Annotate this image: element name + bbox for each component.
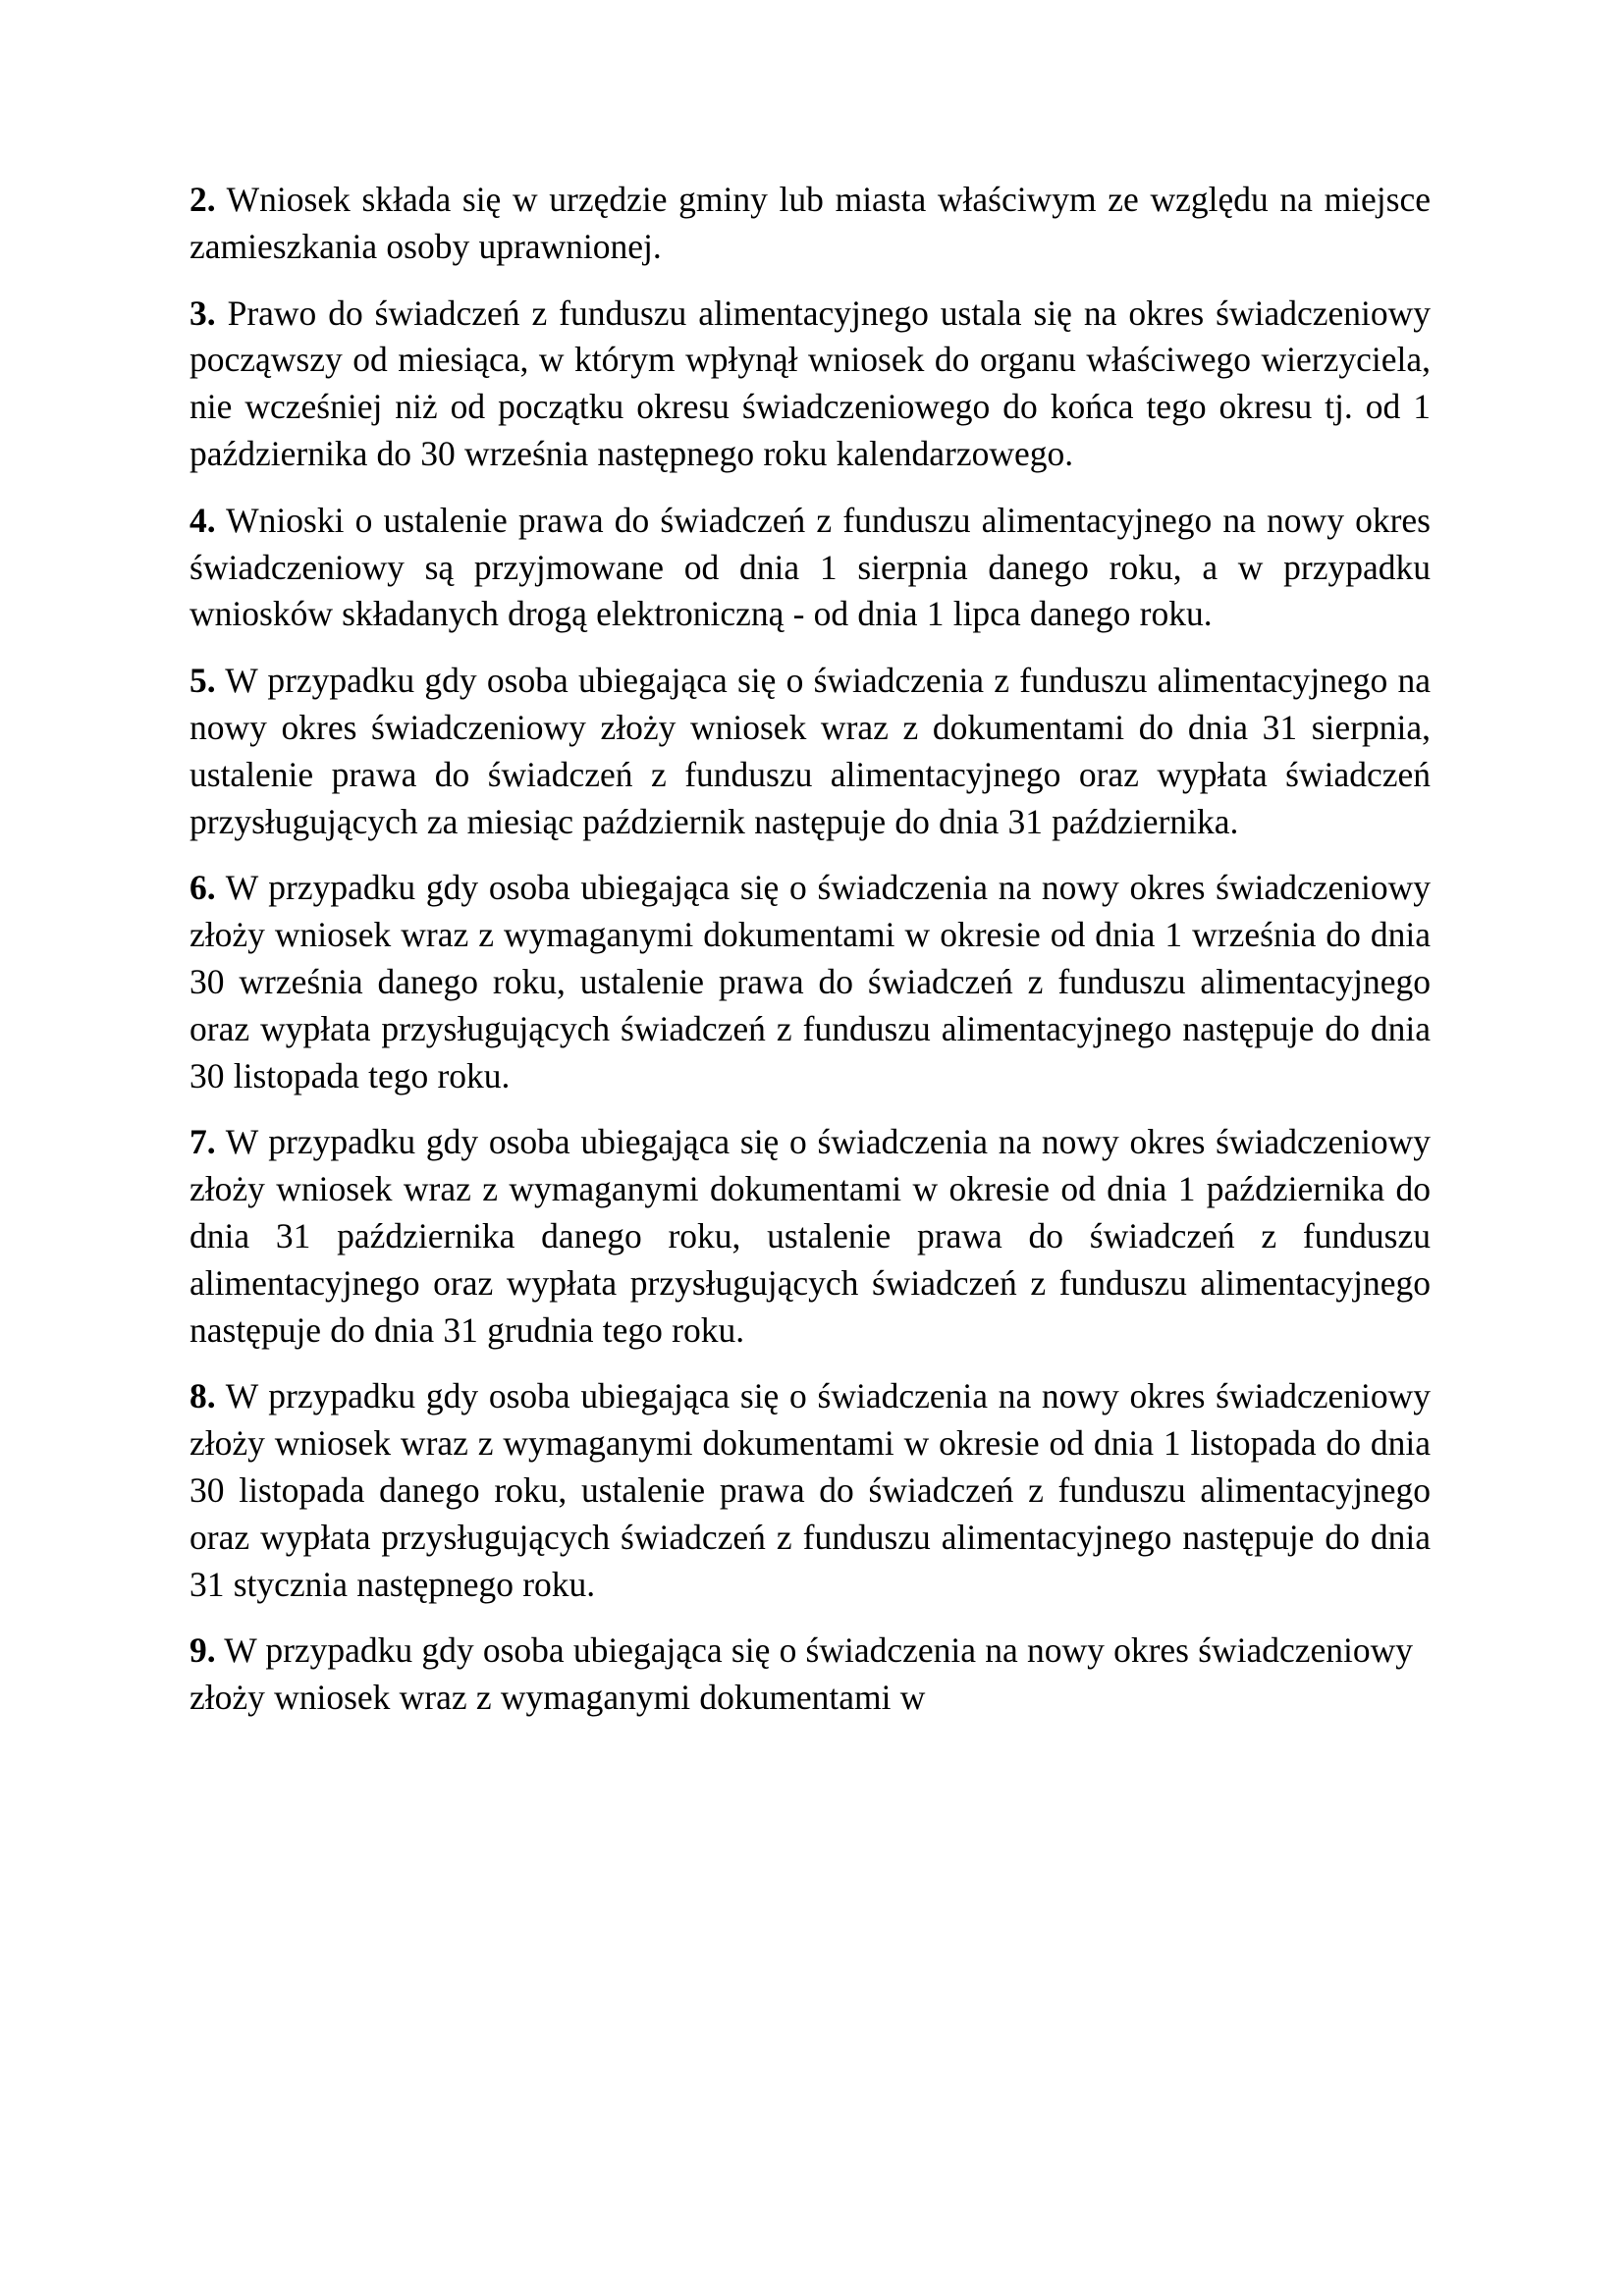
paragraph-text: Wniosek składa się w urzędzie gminy lub miasta właściwym ze względu na miejsce zamieszkania osoby uprawnionej. bbox=[189, 180, 1431, 266]
paragraph-text: W przypadku gdy osoba ubiegająca się o świadczenia na nowy okres świadczeniowy złoży wniosek wraz z wymaganymi dokumentami w okresie od dnia 1 września do dnia 30 września danego roku, ustalenie prawa do świadczeń z funduszu alimentacyjnego oraz wypłata przysługujących świadczeń z funduszu alimentacyjnego następuje do dnia 30 listopada tego roku. bbox=[189, 868, 1431, 1095]
numbered-paragraph-6 bbox=[189, 865, 1431, 1099]
paragraph-text: W przypadku gdy osoba ubiegająca się o świadczenia na nowy okres świadczeniowy złoży wniosek wraz z wymaganymi dokumentami w okresie od dnia 1 listopada do dnia 30 listopada danego roku, ustalenie prawa do świadczeń z funduszu alimentacyjnego oraz wypłata przysługujących świadczeń z funduszu alimentacyjnego następuje do dnia 31 stycznia następnego roku. bbox=[189, 1376, 1431, 1604]
paragraph-number: 7. bbox=[189, 1122, 216, 1162]
numbered-paragraph-9 bbox=[189, 1628, 1431, 1722]
numbered-paragraph-3 bbox=[189, 291, 1431, 478]
paragraph-number: 6. bbox=[189, 868, 216, 908]
numbered-paragraph-8 bbox=[189, 1373, 1431, 1608]
paragraph-text: W przypadku gdy osoba ubiegająca się o świadczenia z funduszu alimentacyjnego na nowy okres świadczeniowy złoży wniosek wraz z dokumentami do dnia 31 sierpnia, ustalenie prawa do świadczeń z funduszu alimentacyjnego oraz wypłata świadczeń przysługujących za miesiąc październik następuje do dnia 31 października. bbox=[189, 661, 1432, 841]
paragraph-text: Prawo do świadczeń z funduszu alimentacyjnego ustala się na okres świadczeniowy począwszy od miesiąca, w którym wpłynął wniosek do organu właściwego wierzyciela, nie wcześniej niż od początku okresu świadczeniowego do końca tego okresu tj. od 1 października do 30 września następnego roku kalendarzowego. bbox=[189, 293, 1431, 473]
document-body bbox=[189, 177, 1431, 1722]
numbered-paragraph-5 bbox=[189, 658, 1431, 845]
paragraph-text: W przypadku gdy osoba ubiegająca się o świadczenia na nowy okres świadczeniowy złoży wniosek wraz z wymaganymi dokumentami w okresie od dnia 1 października do dnia 31 października danego roku, ustalenie prawa do świadczeń z funduszu alimentacyjnego oraz wypłata przysługujących świadczeń z funduszu alimentacyjnego następuje do dnia 31 grudnia tego roku. bbox=[189, 1122, 1431, 1350]
paragraph-number: 2. bbox=[189, 180, 216, 219]
paragraph-number: 9. bbox=[189, 1630, 216, 1671]
numbered-paragraph-4 bbox=[189, 498, 1431, 638]
paragraph-text: Wnioski o ustalenie prawa do świadczeń z funduszu alimentacyjnego na nowy okres świadczeniowy są przyjmowane od dnia 1 sierpnia danego roku, a w przypadku wniosków składanych drogą elektroniczną - od dnia 1 lipca danego roku. bbox=[189, 500, 1431, 634]
paragraph-number: 5. bbox=[189, 661, 216, 701]
numbered-paragraph-2 bbox=[189, 177, 1431, 271]
numbered-paragraph-7 bbox=[189, 1119, 1431, 1354]
paragraph-text: W przypadku gdy osoba ubiegająca się o świadczenia na nowy okres świadczeniowy złoży wniosek wraz z wymaganymi dokumentami w bbox=[189, 1630, 1414, 1718]
paragraph-number: 3. bbox=[189, 293, 216, 333]
paragraph-number: 8. bbox=[189, 1376, 216, 1416]
paragraph-number: 4. bbox=[189, 500, 216, 540]
